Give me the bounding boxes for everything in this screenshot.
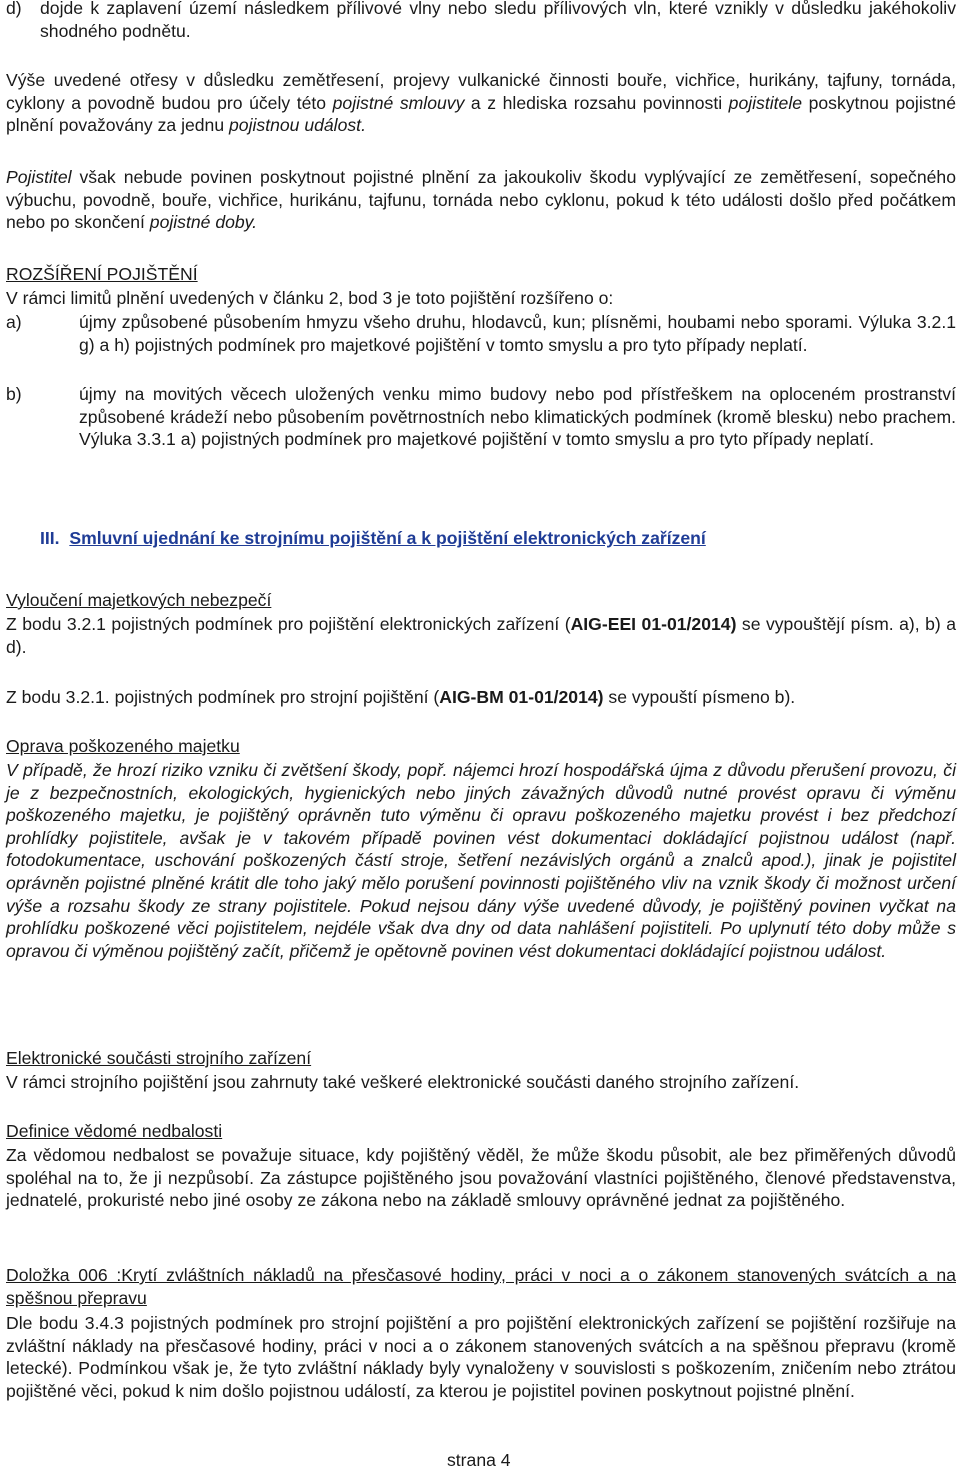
heading-rozsireni: ROZŠÍŘENÍ POJIŠTĚNÍ <box>6 264 198 284</box>
text-run-italic: pojistitele <box>728 92 803 113</box>
list-label: a) <box>6 312 22 332</box>
text-run-bold: AIG-BM 01-01/2014) <box>439 687 604 707</box>
section-title: Smluvní ujednání ke strojnímu pojištění a k pojištění elektronických zařízení <box>69 528 706 548</box>
paragraph-vylouceni-2 <box>6 686 956 709</box>
list-label: d) <box>6 0 22 18</box>
paragraph-oprava: V případě, že hrozí riziko vzniku či zvětšení škody, popř. nájemci hrozí hospodářská újma z důvodu přerušení provozu, či je z bezpečnostních, ekologických, hygienických nebo jiných závažných důvodů nutné provést opravu či výměnu poškozeného majetku, je pojištěný oprávněn tuto výměnu či opravu poškozeného majetku provést i bez předchozí prohlídky pojistitele, avšak je v takovém případě povinen vést dokumentaci dokládající pojistnou událost (např. fotodokumentace, uschování poškozených částí stroje, šetření nezávislých orgánů a znalců apod.), jinak je pojistitel oprávněn pojistné plněné krátit dle toho jaký mělo porušení povinnosti pojištěného vliv na vznik škody či možnost určení výše a rozsahu škody ze strany pojistitele. Pokud nejsou dány výše uvedené důvody, je pojištěný povinen vyčkat na prohlídku poškozené věci pojistitelem, nejdéle však dva dny od data nahlášení pojistiteli. Po uplynutí této doby může s opravou či výměnou pojištěný začít, přičemž je opětovně povinen vést dokumentaci dokládající pojistnou událost. <box>6 760 956 961</box>
heading-dolozka: Doložka 006 :Krytí zvláštních nákladů na přesčasové hodiny, práci v noci a o zákonem stanovených svátcích a na spěšnou přepravu <box>6 1265 956 1308</box>
text-run: a z hlediska rozsahu povinnosti <box>464 92 729 113</box>
text-run-italic: pojistné doby. <box>149 212 258 233</box>
paragraph-vylouceni-1 <box>6 613 956 658</box>
paragraph-elektronicke: V rámci strojního pojištění jsou zahrnuty také veškeré elektronické součásti daného strojního zařízení. <box>6 1072 800 1092</box>
section-heading <box>40 527 960 550</box>
rozsireni-intro: V rámci limitů plnění uvedených v článku 2, bod 3 je toto pojištění rozšířeno o: <box>6 288 614 308</box>
list-item-a <box>6 311 956 356</box>
text-run: poskytnou pojistné plnění považovány za jednu <box>6 92 956 136</box>
text-run: Z bodu 3.2.1 pojistných podmínek pro pojištění elektronických zařízení ( <box>6 614 571 634</box>
paragraph-pojistitel <box>6 166 956 234</box>
heading-oprava: Oprava poškozeného majetku <box>6 736 240 756</box>
page-number: strana 4 <box>447 1450 511 1470</box>
list-text: újmy na movitých věcech uložených venku mimo budovy nebo pod přístřeškem na oploceném prostranství způsobené krádeží nebo působením povětrnostních nebo klimatických podmínek (kromě blesku) nebo prachem. Výluka 3.3.1 a) pojistných podmínek pro majetkové pojištění v tomto smyslu a pro tyto případy neplatí. <box>79 384 956 450</box>
heading-vylouceni: Vyloučení majetkových nebezpečí <box>6 590 272 610</box>
list-text: dojde k zaplavení území následkem přílivové vlny nebo sledu přílivových vln, které vznikly v důsledku jakéhokoliv shodného podnětu. <box>40 0 956 41</box>
text-run: Výše uvedené otřesy v důsledku zemětřesení, projevy vulkanické činnosti bouře, vichřice, hurikány, tajfuny, tornáda, cyklony a povodně budou pro účely této <box>6 70 956 113</box>
list-item-d <box>6 0 956 42</box>
list-item-b <box>6 383 956 451</box>
text-run: však nebude povinen poskytnout pojistné plnění za jakoukoliv škodu vyplývající ze zemětřesení, sopečného výbuchu, povodně, bouře, vichřice, hurikánu, tajfunu, tornáda nebo cyklonu, pokud k této události došlo před počátkem nebo po skončení <box>6 167 956 233</box>
text-run: se vypouštějí písm. a), b) a d). <box>6 614 956 657</box>
text-run: Z bodu 3.2.1. pojistných podmínek pro strojní pojištění ( <box>6 687 440 707</box>
list-label: b) <box>6 384 22 404</box>
list-text: újmy způsobené působením hmyzu všeho druhu, hlodavců, kun; plísněmi, houbami nebo sporami. Výluka 3.2.1 g) a h) pojistných podmínek pro majetkové pojištění v tomto smyslu a pro tyto případy neplatí. <box>79 312 956 355</box>
text-run-italic: pojistné smlouvy <box>332 92 465 113</box>
paragraph-dolozka: Dle bodu 3.4.3 pojistných podmínek pro strojní pojištění a pro pojištění elektronických zařízení se pojištění rozšiřuje na zvláštní náklady na přesčasové hodiny, práci v noci a o zákonem stanovených svátcích a na spěšnou přepravu (kromě letecké). Podmínkou však je, že tyto zvláštní náklady byly vynaloženy v souvislosti s poškozením, zničením nebo ztrátou pojištěné věci, pokud k nim došlo pojistnou událostí, za kterou je pojistitel povinen poskytnout pojistné plnění. <box>6 1313 956 1401</box>
section-number: III. <box>40 528 60 548</box>
text-run: se vypouští písmeno b). <box>603 687 796 707</box>
heading-elektronicke: Elektronické součásti strojního zařízení <box>6 1048 312 1068</box>
text-run-bold: AIG-EEI 01-01/2014) <box>570 614 737 634</box>
paragraph-nedbalost: Za vědomou nedbalost se považuje situace, kdy pojištěný věděl, že může škodu působit, ale bez přiměřených důvodů spoléhal na to, že ji nezpůsobí. Za zástupce pojištěného jsou považování vlastníci pojištěného, členové představenstva, jednatelé, prokuristé nebo jiné osoby ze zákona nebo na základě smlouvy oprávněné jednat za pojištěného. <box>6 1145 956 1211</box>
text-run-italic: pojistnou událost. <box>229 115 366 136</box>
heading-nedbalost: Definice vědomé nedbalosti <box>6 1121 223 1141</box>
paragraph-otresy <box>6 69 956 137</box>
text-run-italic: Pojistitel <box>6 167 72 187</box>
